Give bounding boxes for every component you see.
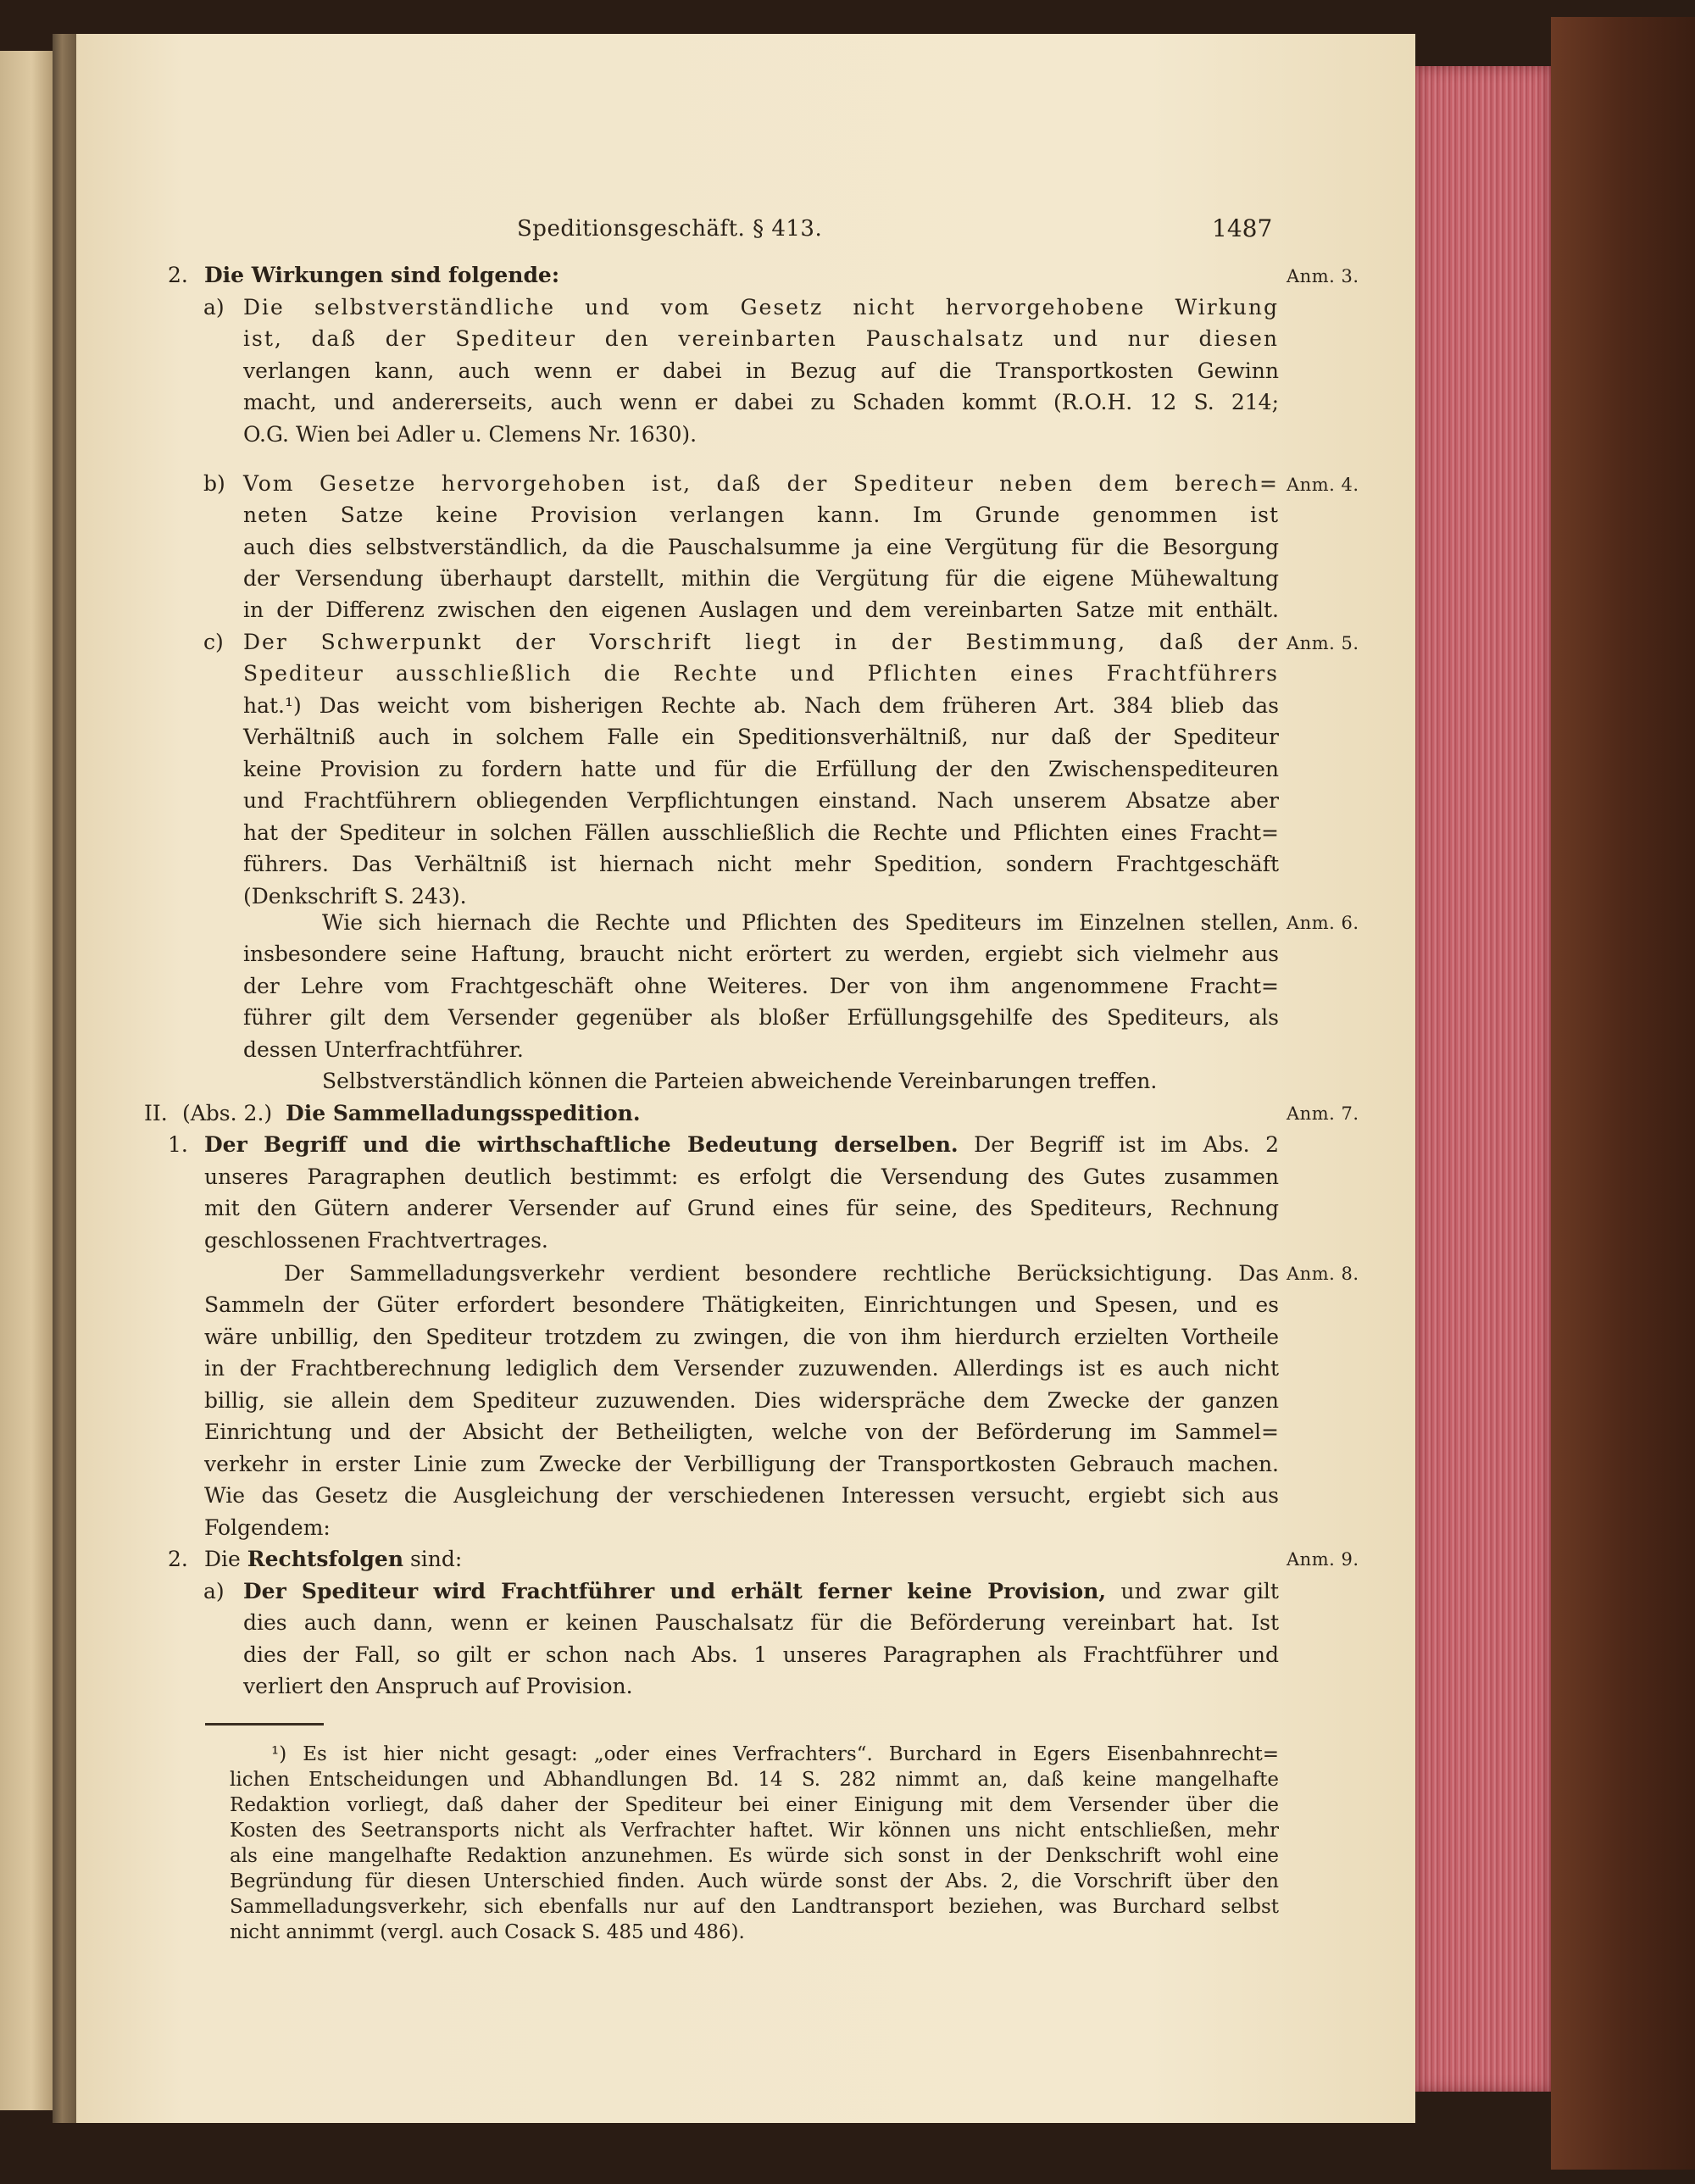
text-line: Die selbstverständliche und vom Gesetz nicht hervorgehobene Wirkung bbox=[243, 295, 1279, 320]
text-line: dies auch dann, wenn er keinen Pauschalsatz für die Beförderung vereinbart hat. Ist bbox=[243, 1610, 1279, 1635]
text-line: ist, daß der Spediteur den vereinbarten Pauschalsatz und nur diesen bbox=[243, 326, 1279, 351]
footnote-line: Kosten des Seetransports nicht als Verfrachter haftet. Wir können uns nicht entschließen, mehr bbox=[230, 1820, 1279, 1842]
text-line: führers. Das Verhältniß ist hiernach nicht mehr Spedition, sondern Frachtgeschäft bbox=[243, 852, 1279, 876]
item-marker: c) bbox=[203, 630, 224, 654]
text-line: der Lehre vom Frachtgeschäft ohne Weiteres. Der von ihm angenommene Fracht= bbox=[243, 974, 1279, 998]
text-line: Der Spediteur wird Frachtführer und erhält ferner keine Provision, und zwar gilt bbox=[243, 1579, 1279, 1603]
text-line: der Versendung überhaupt darstellt, mithin die Vergütung für die eigene Mühewaltung bbox=[243, 566, 1279, 591]
margin-note: Anm. 8. bbox=[1287, 1264, 1359, 1284]
page-edges bbox=[1415, 66, 1551, 2092]
item-marker: II. bbox=[144, 1101, 168, 1125]
text-line: Die Rechtsfolgen sind: bbox=[204, 1547, 463, 1571]
text-line: Folgendem: bbox=[204, 1515, 331, 1540]
item-marker: a) bbox=[203, 295, 225, 320]
text-line: Der Schwerpunkt der Vorschrift liegt in der Bestimmung, daß der bbox=[243, 630, 1279, 654]
text-line: hat der Spediteur in solchen Fällen ausschließlich die Rechte und Pflichten eines Fracht= bbox=[243, 820, 1279, 845]
item-marker: 2. bbox=[168, 263, 188, 287]
footnote-line: als eine mangelhafte Redaktion anzunehmen. Es würde sich sonst in der Denkschrift wohl eine bbox=[230, 1845, 1279, 1867]
text-line: führer gilt dem Versender gegenüber als bloßer Erfüllungsgehilfe des Spediteurs, als bbox=[243, 1005, 1279, 1030]
item-marker: b) bbox=[203, 471, 225, 496]
text-line: dessen Unterfrachtführer. bbox=[243, 1037, 524, 1062]
text-line: keine Provision zu fordern hatte und für die Erfüllung der den Zwischenspediteuren bbox=[243, 757, 1279, 781]
margin-note: Anm. 4. bbox=[1287, 475, 1359, 495]
book-page bbox=[76, 34, 1415, 2123]
text-line: mit den Gütern anderer Versender auf Grund eines für seine, des Spediteurs, Rechnung bbox=[204, 1196, 1279, 1220]
text-line: in der Differenz zwischen den eigenen Auslagen und dem vereinbarten Satze mit enthält. bbox=[243, 597, 1279, 622]
text-line: in der Frachtberechnung lediglich dem Versender zuzuwenden. Allerdings ist es auch nicht bbox=[204, 1356, 1279, 1381]
text-line: wäre unbillig, den Spediteur trotzdem zu zwingen, die von ihm hierdurch erzielten Vortheile bbox=[204, 1325, 1279, 1349]
text-line: O.G. Wien bei Adler u. Clemens Nr. 1630). bbox=[243, 422, 697, 447]
margin-note: Anm. 5. bbox=[1287, 633, 1359, 653]
text-line: Wie sich hiernach die Rechte und Pflichten des Spediteurs im Einzelnen stellen, bbox=[322, 910, 1279, 935]
section-heading: (Abs. 2.) Die Sammelladungsspedition. bbox=[182, 1101, 641, 1125]
book-cover bbox=[1551, 17, 1695, 2170]
text-line: Verhältniß auch in solchem Falle ein Speditionsverhältniß, nur daß der Spediteur bbox=[243, 725, 1279, 749]
text-line: hat.¹) Das weicht vom bisherigen Rechte ab. Nach dem früheren Art. 384 blieb das bbox=[243, 693, 1279, 718]
text-line: verkehr in erster Linie zum Zwecke der Verbilligung der Transportkosten Gebrauch machen. bbox=[204, 1452, 1279, 1476]
text-line: verlangen kann, auch wenn er dabei in Bezug auf die Transportkosten Gewinn bbox=[243, 358, 1279, 383]
text-line: neten Satze keine Provision verlangen kann. Im Grunde genommen ist bbox=[243, 503, 1279, 527]
footnote-line: Sammelladungsverkehr, sich ebenfalls nur auf den Landtransport beziehen, was Burchard selbst bbox=[230, 1896, 1279, 1918]
page-number: 1487 bbox=[1212, 214, 1273, 242]
text-line: (Denkschrift S. 243). bbox=[243, 884, 467, 909]
background bbox=[0, 2123, 1551, 2184]
footnote-line: Redaktion vorliegt, daß daher der Spediteur bei einer Einigung mit dem Versender über die bbox=[230, 1794, 1279, 1816]
text-line: Spediteur ausschließlich die Rechte und Pflichten eines Frachtführers bbox=[243, 661, 1279, 686]
text-line: macht, und andererseits, auch wenn er dabei zu Schaden kommt (R.O.H. 12 S. 214; bbox=[243, 390, 1279, 414]
margin-note: Anm. 9. bbox=[1287, 1549, 1359, 1570]
book-gutter bbox=[53, 34, 76, 2127]
text-line: Der Begriff und die wirthschaftliche Bedeutung derselben. Der Begriff ist im Abs. 2 bbox=[204, 1132, 1279, 1157]
text-line: verliert den Anspruch auf Provision. bbox=[243, 1674, 633, 1698]
text-line: Wie das Gesetz die Ausgleichung der verschiedenen Interessen versucht, ergiebt sich aus bbox=[204, 1483, 1279, 1508]
footnote-line: ¹) Es ist hier nicht gesagt: „oder eines Verfrachters“. Burchard in Egers Eisenbahnrecht= bbox=[271, 1743, 1279, 1765]
text-line: Der Sammelladungsverkehr verdient besondere rechtliche Berücksichtigung. Das bbox=[284, 1261, 1279, 1286]
text-line: und Frachtführern obliegenden Verpflichtungen einstand. Nach unserem Absatze aber bbox=[243, 788, 1279, 813]
text-line: billig, sie allein dem Spediteur zuzuwenden. Dies widerspräche dem Zwecke der ganzen bbox=[204, 1388, 1279, 1413]
text-line: Sammeln der Güter erfordert besondere Thätigkeiten, Einrichtungen und Spesen, und es bbox=[204, 1292, 1279, 1317]
item-marker: 1. bbox=[168, 1132, 188, 1157]
item-marker: a) bbox=[203, 1579, 225, 1603]
margin-note: Anm. 3. bbox=[1287, 266, 1359, 286]
left-page-edge bbox=[0, 51, 53, 2110]
text-line: Einrichtung und der Absicht der Betheiligten, welche von der Beförderung im Sammel= bbox=[204, 1420, 1279, 1444]
text-line: dies der Fall, so gilt er schon nach Abs. 1 unseres Paragraphen als Frachtführer und bbox=[243, 1642, 1279, 1667]
text-line: unseres Paragraphen deutlich bestimmt: es erfolgt die Versendung des Gutes zusammen bbox=[204, 1164, 1279, 1189]
footnote-line: nicht annimmt (vergl. auch Cosack S. 485 und 486). bbox=[230, 1921, 745, 1943]
text-line: auch dies selbstverständlich, da die Pauschalsumme ja eine Vergütung für die Besorgung bbox=[243, 535, 1279, 559]
footnote-rule bbox=[205, 1723, 324, 1726]
text-line: geschlossenen Frachtvertrages. bbox=[204, 1228, 548, 1253]
footnote-line: lichen Entscheidungen und Abhandlungen Bd. 14 S. 282 nimmt an, daß keine mangelhafte bbox=[230, 1769, 1279, 1791]
item-marker: 2. bbox=[168, 1547, 188, 1571]
text-line: Vom Gesetze hervorgehoben ist, daß der Spediteur neben dem berech= bbox=[243, 471, 1279, 496]
margin-note: Anm. 6. bbox=[1287, 913, 1359, 933]
text-line: insbesondere seine Haftung, braucht nicht erörtert zu werden, ergiebt sich vielmehr aus bbox=[243, 942, 1279, 966]
footnote-line: Begründung für diesen Unterschied finden. Auch würde sonst der Abs. 2, die Vorschrift über den bbox=[230, 1870, 1279, 1892]
text-line: Die Wirkungen sind folgende: bbox=[204, 263, 560, 287]
margin-note: Anm. 7. bbox=[1287, 1103, 1359, 1124]
text-line: Selbstverständlich können die Parteien abweichende Vereinbarungen treffen. bbox=[322, 1069, 1158, 1093]
running-head: Speditionsgeschäft. § 413. bbox=[517, 216, 823, 242]
